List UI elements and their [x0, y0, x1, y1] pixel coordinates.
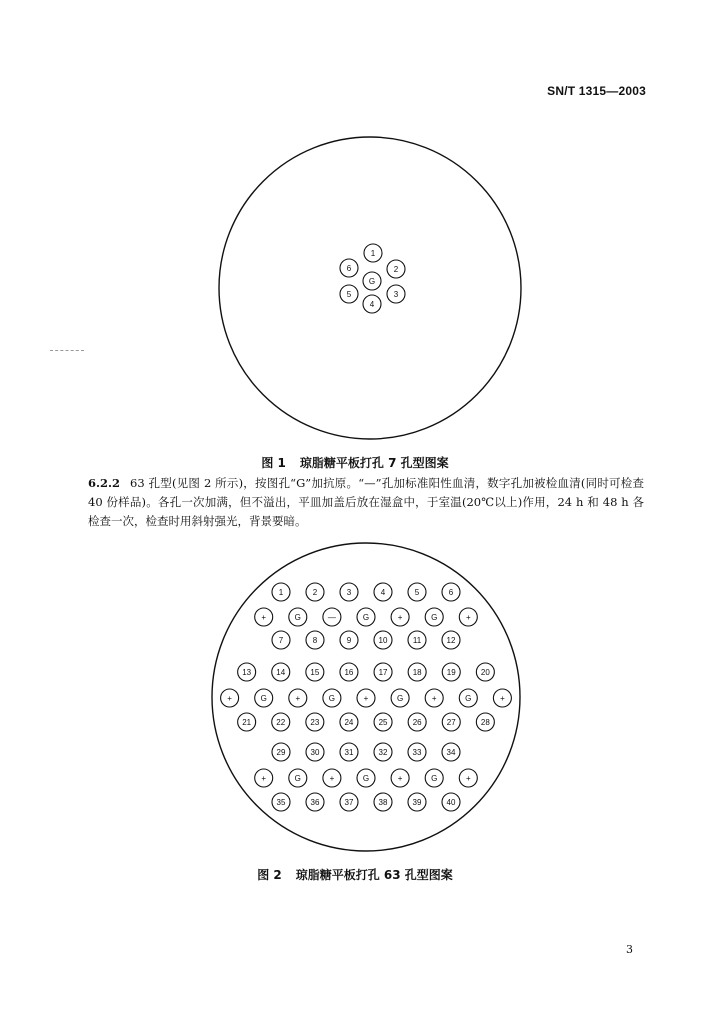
well-label: 6	[448, 588, 454, 597]
well-label: —	[327, 613, 336, 622]
well-hole	[425, 608, 443, 626]
well-hole	[289, 689, 307, 707]
well-hole	[493, 689, 511, 707]
well-label: 7	[278, 636, 284, 645]
well-label: 2	[393, 265, 399, 274]
well-label: 4	[369, 300, 375, 309]
well-label: G	[396, 694, 404, 703]
well-label: 18	[412, 668, 422, 677]
well-hole	[340, 713, 358, 731]
well-label: 27	[446, 718, 456, 727]
well-label: +	[500, 694, 505, 703]
well-hole	[442, 663, 460, 681]
well-hole	[442, 793, 460, 811]
well-hole	[340, 663, 358, 681]
well-label: +	[397, 613, 403, 622]
well-hole	[323, 689, 341, 707]
well-label: 10	[378, 636, 388, 645]
well-label: 16	[344, 668, 354, 677]
well-label: 5	[346, 290, 352, 299]
well-hole	[306, 743, 324, 761]
page-number: 3	[626, 943, 633, 956]
well-label: 1	[370, 249, 376, 258]
well-hole	[374, 631, 392, 649]
well-label: 28	[480, 718, 490, 727]
well-hole	[340, 631, 358, 649]
well-hole	[272, 583, 290, 601]
section-number: 6.2.2	[88, 476, 121, 490]
figure-2-diagram	[0, 540, 710, 860]
well-hole	[363, 295, 381, 313]
well-hole	[425, 689, 443, 707]
well-label: 2	[312, 588, 318, 597]
section-text: 63 孔型(见图 2 所示)，按图孔“G”加抗原。“—”孔加标准阳性血清，数字孔加被检血清(同时可检查 40 份样品)。各孔一次加满，但不溢出，平皿加盖后放在湿盒中，于室温(20℃以上)作用，24 h 和 48 h 各检查一次，检查时用斜射强光，背景要暗。	[88, 476, 644, 528]
well-hole	[408, 583, 426, 601]
figure-2-number: 图 2	[257, 868, 282, 882]
well-label: 29	[276, 748, 286, 757]
figure-1-title: 琼脂糖平板打孔 7 孔型图案	[299, 456, 449, 470]
well-label: 12	[446, 636, 456, 645]
well-label: 24	[344, 718, 354, 727]
well-hole	[387, 285, 405, 303]
well-hole	[442, 713, 460, 731]
well-label: 13	[242, 668, 252, 677]
well-hole	[374, 713, 392, 731]
well-hole	[272, 743, 290, 761]
well-label: G	[368, 277, 376, 286]
well-hole	[425, 769, 443, 787]
well-hole	[374, 793, 392, 811]
well-hole	[289, 608, 307, 626]
well-label: 34	[446, 748, 456, 757]
well-label: 30	[310, 748, 320, 757]
well-hole	[289, 769, 307, 787]
well-label: 32	[378, 748, 388, 757]
well-hole	[306, 631, 324, 649]
figure-2-caption	[0, 866, 710, 883]
well-hole	[255, 608, 273, 626]
well-label: +	[363, 694, 369, 703]
well-hole	[459, 689, 477, 707]
well-label: 14	[276, 668, 286, 677]
well-hole	[238, 713, 256, 731]
well-label: 19	[446, 668, 456, 677]
well-hole	[221, 689, 239, 707]
well-hole	[391, 689, 409, 707]
well-label: +	[261, 774, 267, 783]
figure-1-caption	[0, 454, 710, 471]
well-label: 40	[446, 798, 456, 807]
well-hole	[459, 608, 477, 626]
well-hole	[363, 272, 381, 290]
well-hole	[340, 583, 358, 601]
well-hole	[442, 583, 460, 601]
well-label: +	[465, 774, 471, 783]
well-hole	[238, 663, 256, 681]
well-hole	[357, 769, 375, 787]
well-hole	[391, 608, 409, 626]
well-hole	[357, 689, 375, 707]
well-label: G	[328, 694, 336, 703]
well-hole	[442, 743, 460, 761]
well-label: +	[261, 613, 267, 622]
well-label: 3	[346, 588, 352, 597]
well-hole	[408, 743, 426, 761]
well-label: 39	[412, 798, 422, 807]
well-hole	[374, 743, 392, 761]
well-label: 22	[276, 718, 286, 727]
well-hole	[476, 663, 494, 681]
well-hole	[340, 259, 358, 277]
well-label: 33	[412, 748, 422, 757]
well-label: 25	[378, 718, 388, 727]
well-hole	[387, 260, 405, 278]
well-hole	[357, 608, 375, 626]
well-label: +	[465, 613, 471, 622]
well-hole	[340, 793, 358, 811]
well-hole	[306, 663, 324, 681]
well-label: 4	[380, 588, 386, 597]
well-hole	[391, 769, 409, 787]
well-hole	[255, 689, 273, 707]
well-label: G	[465, 694, 472, 703]
well-hole	[306, 583, 324, 601]
well-label: 26	[412, 718, 422, 727]
well-label: 31	[344, 748, 354, 757]
well-label: +	[329, 774, 335, 783]
well-hole	[323, 608, 341, 626]
well-hole	[408, 713, 426, 731]
well-label: G	[362, 613, 370, 622]
well-label: 20	[480, 668, 490, 677]
figure-2-title: 琼脂糖平板打孔 63 孔型图案	[295, 868, 453, 882]
well-label: 36	[310, 798, 320, 807]
well-label: 37	[344, 798, 354, 807]
well-label: 15	[310, 668, 320, 677]
well-hole	[340, 743, 358, 761]
well-label: 6	[346, 264, 352, 273]
figure-1-number: 图 1	[261, 456, 286, 470]
well-label: G	[431, 774, 438, 783]
well-label: G	[294, 774, 301, 783]
well-label: 35	[276, 798, 286, 807]
well-hole	[408, 631, 426, 649]
well-label: +	[295, 694, 301, 703]
well-hole	[442, 631, 460, 649]
well-label: 38	[378, 798, 388, 807]
figure-1-diagram	[0, 130, 710, 446]
well-hole	[374, 583, 392, 601]
well-label: G	[260, 694, 267, 703]
well-label: +	[227, 694, 232, 703]
well-label: +	[431, 694, 437, 703]
well-hole	[323, 769, 341, 787]
well-hole	[408, 663, 426, 681]
well-hole	[272, 793, 290, 811]
well-hole	[364, 244, 382, 262]
well-hole	[255, 769, 273, 787]
well-label: 21	[242, 718, 252, 727]
well-label: 5	[414, 588, 420, 597]
well-label: 1	[278, 588, 284, 597]
well-label: 11	[412, 636, 422, 645]
well-hole	[476, 713, 494, 731]
well-hole	[272, 713, 290, 731]
well-label: G	[362, 774, 370, 783]
well-hole	[306, 793, 324, 811]
well-label: G	[294, 613, 301, 622]
well-hole	[340, 285, 358, 303]
well-label: 9	[346, 636, 352, 645]
well-label: 8	[312, 636, 318, 645]
well-hole	[374, 663, 392, 681]
well-hole	[272, 631, 290, 649]
well-label: 3	[393, 290, 399, 299]
well-label: +	[397, 774, 403, 783]
well-label: 23	[310, 718, 320, 727]
well-label: G	[431, 613, 438, 622]
well-hole	[306, 713, 324, 731]
well-label: 17	[378, 668, 388, 677]
well-hole	[408, 793, 426, 811]
well-hole	[272, 663, 290, 681]
well-hole	[459, 769, 477, 787]
section-6-2-2-paragraph	[88, 474, 644, 531]
standard-code: SN/T 1315—2003	[547, 84, 646, 98]
